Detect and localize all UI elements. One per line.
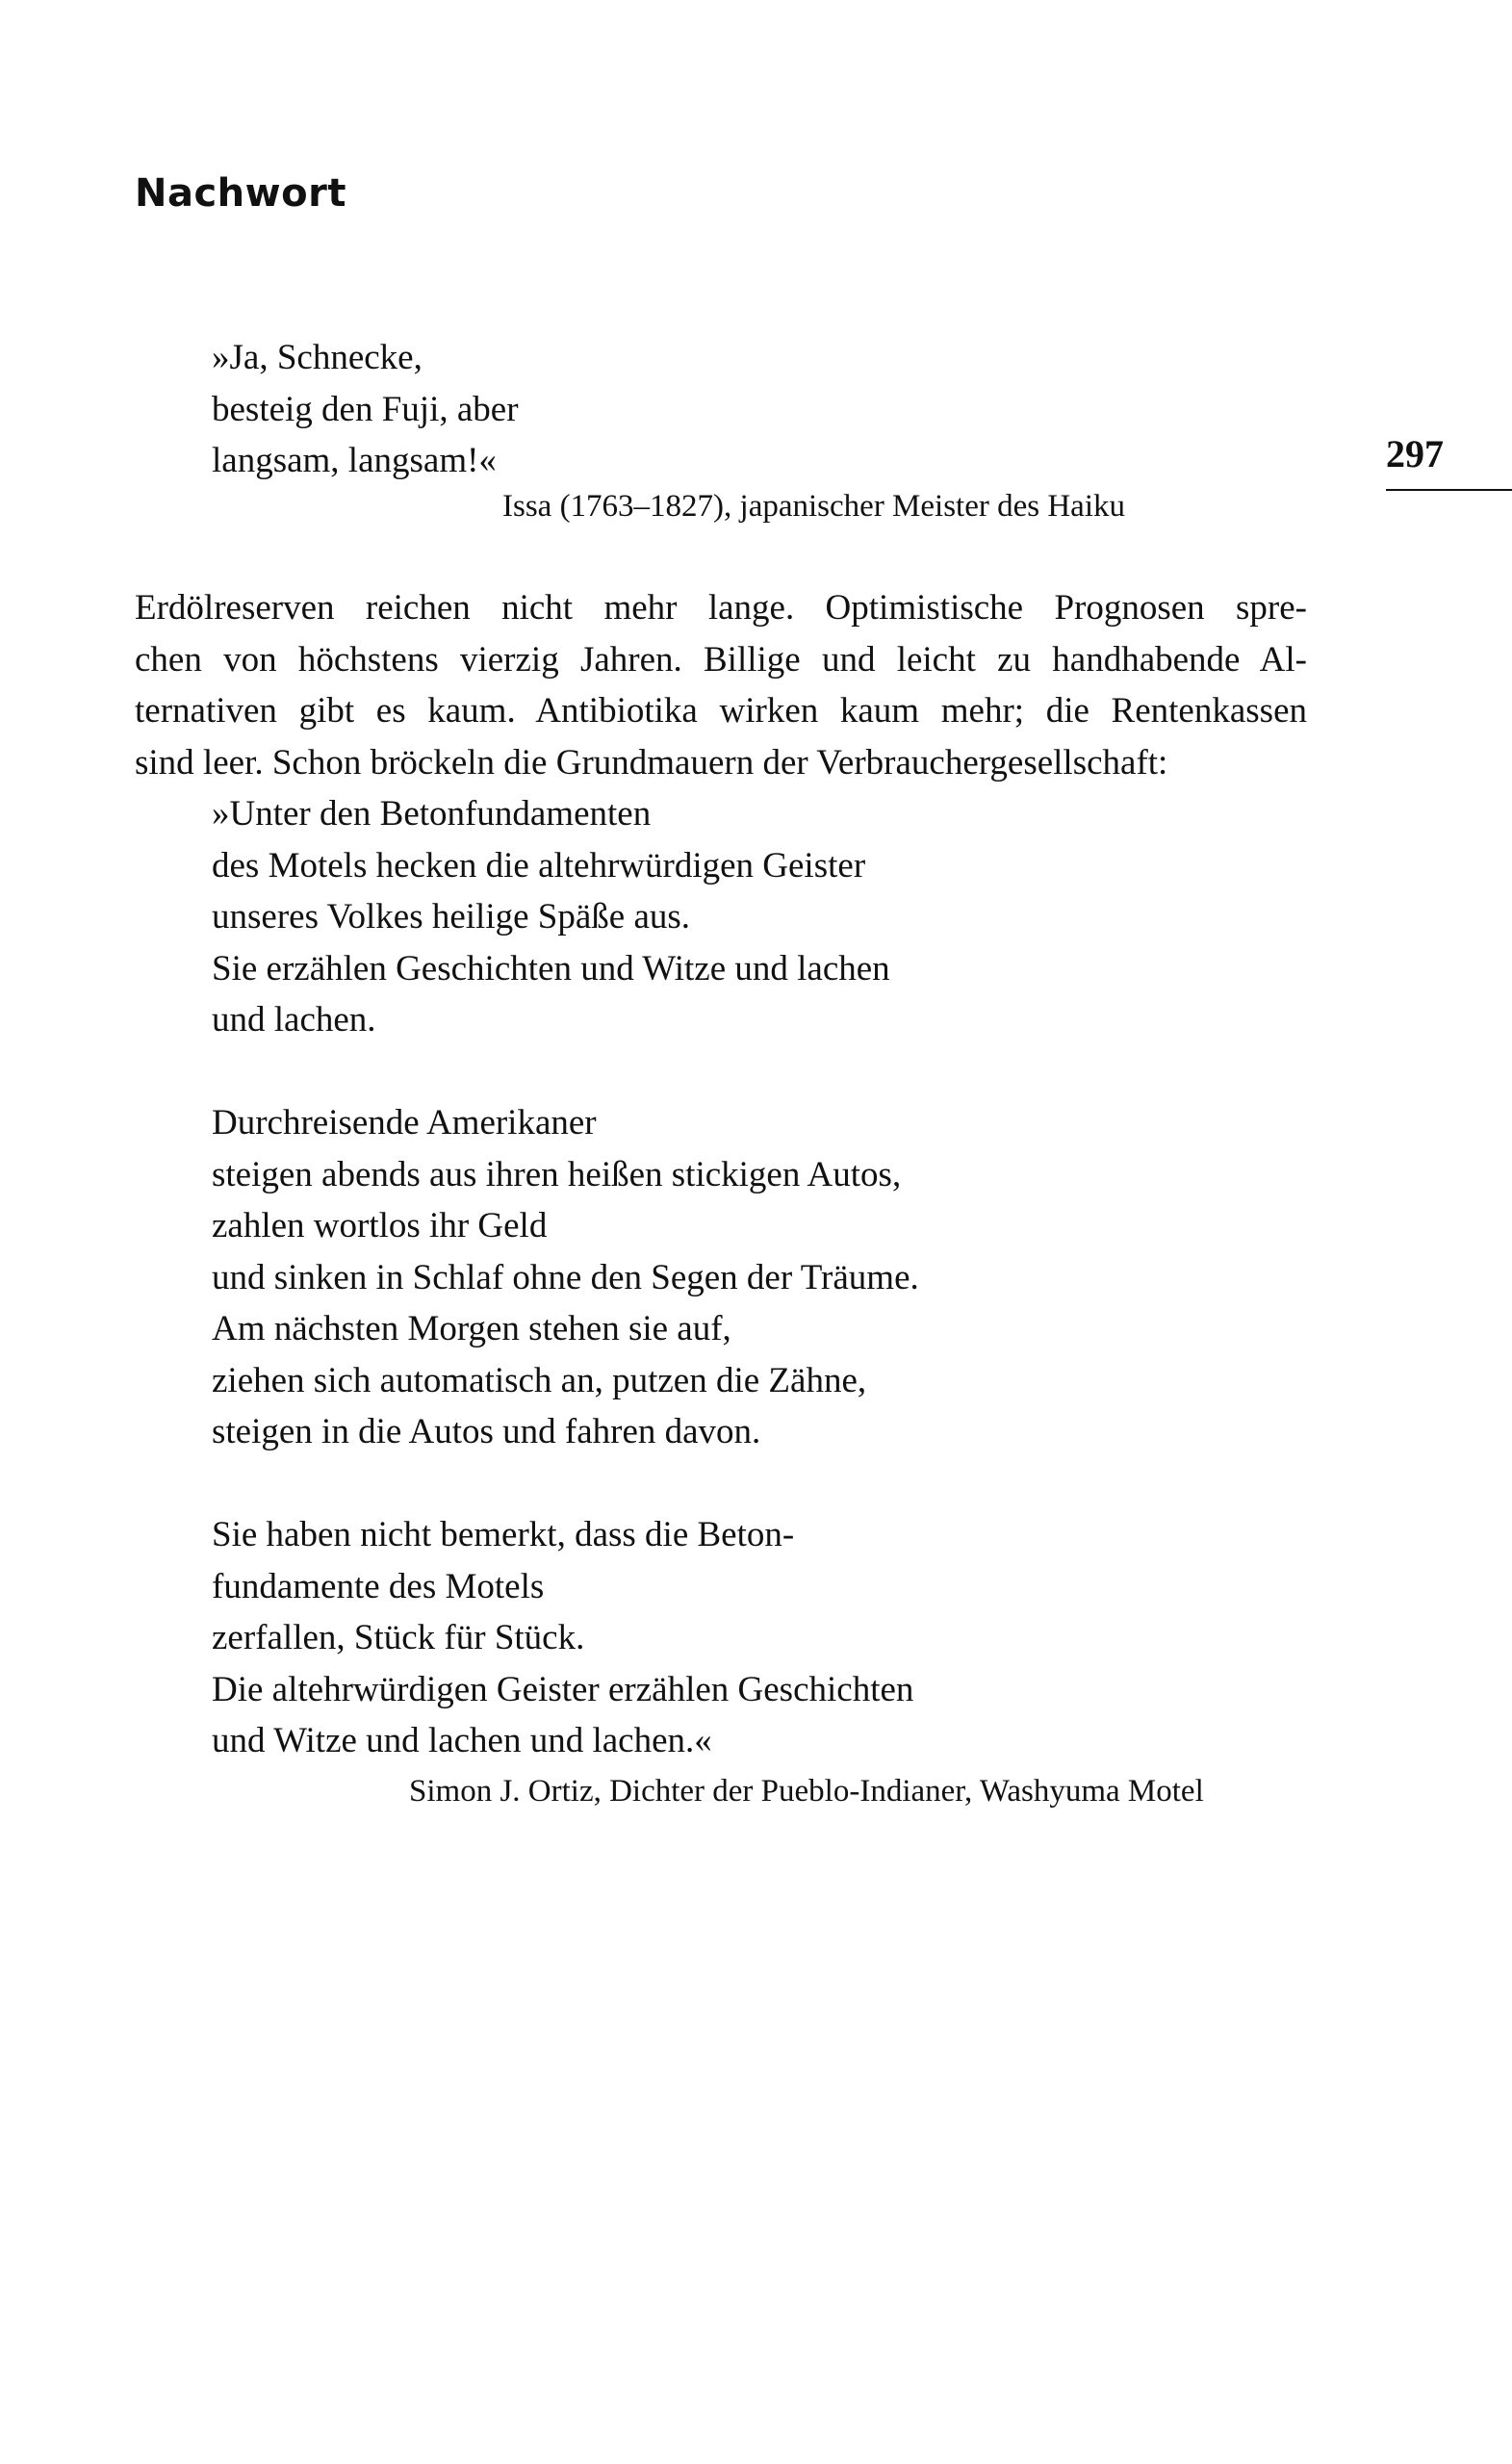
paragraph-line: sind leer. Schon bröckeln die Grundmauern der Verbrauchergesellschaft: bbox=[135, 742, 1168, 783]
poem-line: zerfallen, Stück für Stück. bbox=[212, 1618, 585, 1657]
poem-quote bbox=[212, 788, 919, 1767]
poem-line: Am nächsten Morgen stehen sie auf, bbox=[212, 1309, 731, 1348]
epigraph-attribution: Issa (1763–1827), japanischer Meister des Haiku bbox=[502, 489, 1125, 524]
poem-line: Durchreisende Amerikaner bbox=[212, 1103, 597, 1142]
page-number: 297 bbox=[1386, 432, 1444, 475]
poem-line: Die altehrwürdigen Geister erzählen Geschichten bbox=[212, 1669, 914, 1709]
paragraph-line: ternativen gibt es kaum. Antibiotika wirken kaum mehr; die Rentenkassen bbox=[135, 691, 1307, 731]
epigraph-line: besteig den Fuji, aber bbox=[212, 389, 519, 429]
poem-line: unseres Volkes heilige Späße aus. bbox=[212, 897, 691, 937]
poem-line: steigen in die Autos und fahren davon. bbox=[212, 1412, 761, 1451]
epigraph-line: »Ja, Schnecke, bbox=[212, 338, 423, 377]
stanza-gap bbox=[212, 1458, 919, 1510]
epigraph-line: langsam, langsam!« bbox=[212, 441, 497, 480]
page-title: Nachwort bbox=[135, 171, 346, 216]
poem-line: Sie haben nicht bemerkt, dass die Beton- bbox=[212, 1515, 795, 1554]
poem-line: »Unter den Betonfundamenten bbox=[212, 794, 652, 834]
poem-line: steigen abends aus ihren heißen stickigen Autos, bbox=[212, 1154, 902, 1194]
paragraph-line: chen von höchstens vierzig Jahren. Billige und leicht zu handhabende Al- bbox=[135, 639, 1307, 680]
poem-line: und sinken in Schlaf ohne den Segen der Träume. bbox=[212, 1257, 919, 1297]
paragraph-line: Erdölreserven reichen nicht mehr lange. Optimistische Prognosen spre- bbox=[135, 588, 1307, 628]
stanza-gap bbox=[212, 1046, 919, 1098]
poem-line: des Motels hecken die altehrwürdigen Geister bbox=[212, 845, 866, 886]
poem-line: und lachen. bbox=[212, 1000, 376, 1040]
poem-attribution: Simon J. Ortiz, Dichter der Pueblo-Indianer, Washyuma Motel bbox=[409, 1774, 1204, 1809]
poem-line: fundamente des Motels bbox=[212, 1566, 545, 1606]
poem-line: ziehen sich automatisch an, putzen die Zähne, bbox=[212, 1360, 867, 1400]
poem-line: und Witze und lachen und lachen.« bbox=[212, 1721, 712, 1760]
epigraph bbox=[212, 332, 519, 487]
body-paragraph bbox=[135, 582, 1307, 788]
page-number-rule bbox=[1386, 489, 1512, 491]
poem-line: Sie erzählen Geschichten und Witze und lachen bbox=[212, 948, 890, 988]
poem-line: zahlen wortlos ihr Geld bbox=[212, 1206, 548, 1245]
